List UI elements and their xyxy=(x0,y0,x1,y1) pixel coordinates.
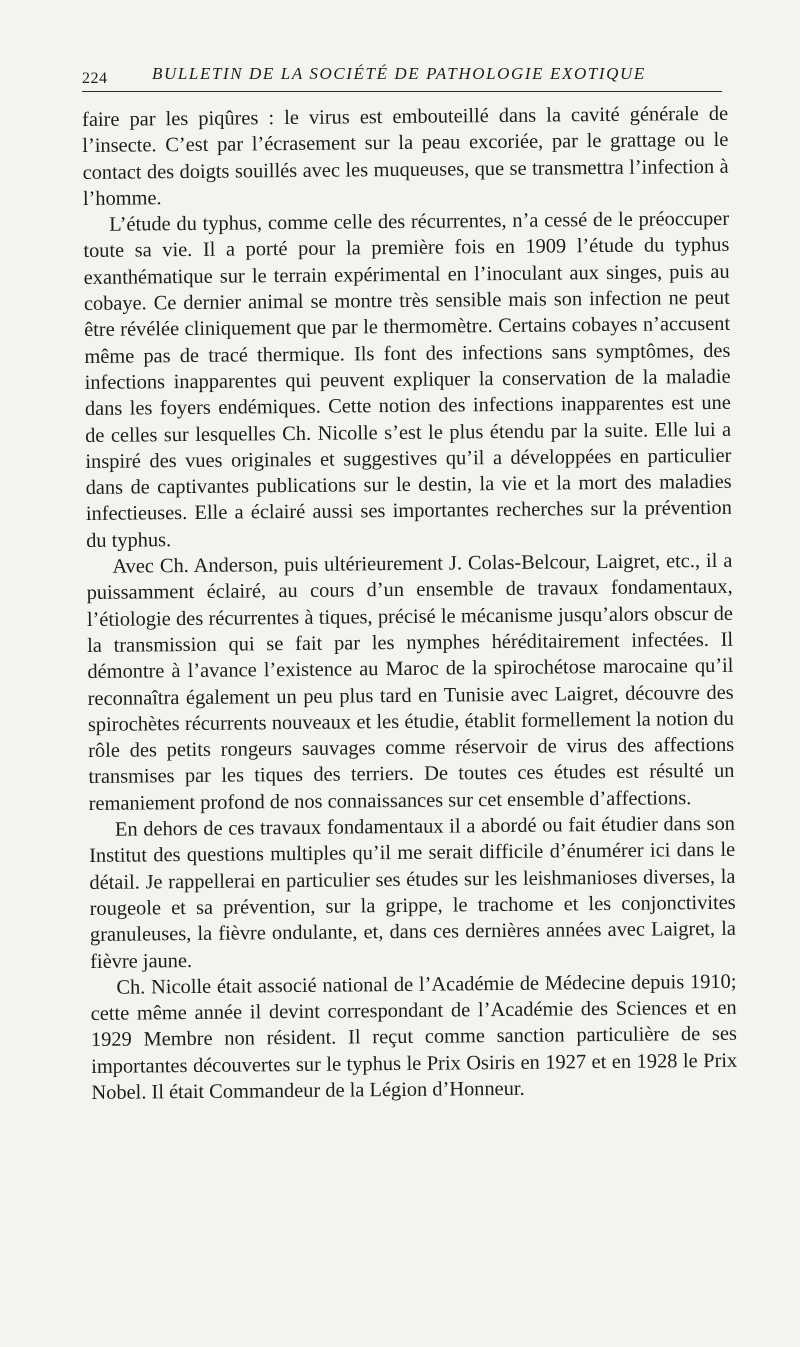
paragraph-3: Avec Ch. Anderson, puis ultérieurement J. Colas-Belcour, Laigret, etc., il a puissamment éclairé, au cours d’un ensemble de travaux fondamentaux, l’étiologie des récurrentes à tiques, précisé le mécanisme jusqu’alors obscur de la transmission qui se fait par les nymphes héréditairement infectées. Il démontre à l’avance l’existence au Maroc de la spirochétose marocaine qu’il reconnaîtra également un peu plus tard en Tunisie avec Laigret, découvre des spirochètes récurrents nouveaux et les étudie, établit formellement la notion du rôle des petits rongeurs sauvages comme réservoir de virus des affections transmises par les tiques des terriers. De toutes ces études est résulté un remaniement profond de nos connaissances sur cet ensemble d’affections. xyxy=(86,549,735,815)
page-number: 224 xyxy=(82,70,108,87)
paragraph-2: L’étude du typhus, comme celle des récurrentes, n’a cessé de le préoccuper toute sa vie. Il a porté pour la première fois en 1909 l’étude du typhus exanthématique sur le terrain expérimental en l’inoculant aux singes, puis au cobaye. Ce dernier animal se montre très sensible mais son infection ne peut être révélée cliniquement que par le thermomètre. Certains cobayes n’accusent même pas de tracé thermique. Ils font des infections sans symptômes, des infections inapparentes qui peuvent expliquer la conservation de la maladie dans les foyers endémiques. Cette notion des infections inapparentes est une de celles sur lesquelles Ch. Nicolle s’est le plus étendu par la suite. Elle lui a inspiré des vues originales et suggestives qu’il a développées en particulier dans de captivantes publications sur le destin, la vie et la mort des maladies infectieuses. Elle a éclairé aussi ses importantes recherches sur la prévention du typhus. xyxy=(83,207,732,552)
running-title: BULLETIN DE LA SOCIÉTÉ DE PATHOLOGIE EXOTIQUE xyxy=(152,64,646,83)
paragraph-4: En dehors de ces travaux fondamentaux il a abordé ou fait étudier dans son Institut des questions multiples qu’il me serait difficile d’énumérer ici dans le détail. Je rappellerai en particulier ses études sur les leishmanioses diverses, la rougeole et sa prévention, sur la grippe, le trachome et les conjonctivites granuleuses, la fièvre ondulante, et, dans ces dernières années avec Laigret, la fièvre jaune. xyxy=(89,812,737,973)
paragraph-1: faire par les piqûres : le virus est embouteillé dans la cavité générale de l’insecte. C’est par l’écrasement sur la peau excoriée, par le grattage ou le contact des doigts souillés avec les muqueuses, que se transmettra l’infection à l’homme. xyxy=(82,102,729,210)
body-text xyxy=(82,101,738,1106)
paragraph-5: Ch. Nicolle était associé national de l’Académie de Médecine depuis 1910; cette même année il devint correspondant de l’Académie des Sciences et en 1929 Membre non résident. Il reçut comme sanction particulière de ses importantes découvertes sur le typhus le Prix Osiris en 1927 et en 1928 le Prix Nobel. Il était Commandeur de la Légion d’Honneur. xyxy=(90,970,738,1104)
page-header xyxy=(82,62,722,88)
header-rule xyxy=(82,91,722,92)
